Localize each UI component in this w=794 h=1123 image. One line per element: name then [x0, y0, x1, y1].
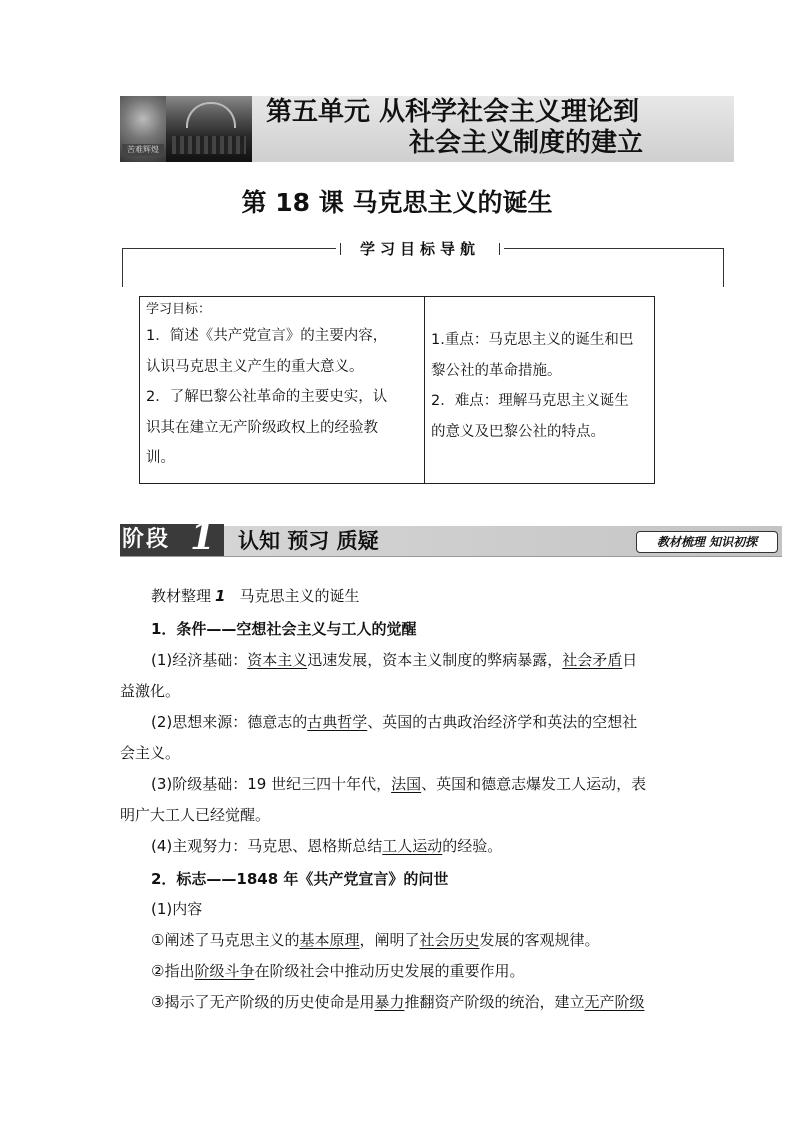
goals-left-line: 1．简述《共产党宣言》的主要内容，: [146, 328, 388, 344]
paragraph-2: [151, 712, 637, 732]
section-number: 1: [215, 587, 226, 605]
goals-right-line: 1.重点：马克思主义的诞生和巴: [431, 332, 634, 348]
goals-left-line: 认识马克思主义产生的重大意义。: [146, 358, 364, 375]
subheading-content: (1)内容: [151, 900, 203, 918]
section-title: 马克思主义的诞生: [239, 587, 360, 605]
paragraph-1: [151, 650, 637, 670]
paragraph-3-cont: 明广大工人已经觉醒。: [120, 806, 271, 824]
text: 的经验。: [442, 837, 503, 855]
goals-right-line: 的意义及巴黎公社的特点。: [431, 423, 605, 440]
goals-table: [139, 296, 655, 484]
paragraph-4: [151, 836, 502, 856]
text: 、英国和德意志爆发工人运动，表: [421, 775, 647, 793]
text: ②指出: [151, 962, 195, 980]
goals-left-line: 识其在建立无产阶级政权上的经验教: [146, 419, 378, 436]
text: 日: [622, 651, 638, 669]
paragraph-1-cont: 益激化。: [120, 682, 181, 700]
text: 迅速发展，资本主义制度的弊病暴露，: [307, 651, 563, 669]
text: ①阐述了马克思主义的: [151, 931, 300, 949]
book-cover-image: [120, 96, 166, 162]
goals-right-line: 黎公社的革命措施。: [431, 362, 562, 379]
paragraph-2-cont: 会主义。: [120, 744, 181, 762]
stage-label: 阶段: [122, 527, 171, 552]
text: (1)经济基础：: [151, 651, 248, 669]
underlined-term: 古典哲学: [307, 713, 368, 731]
underlined-term: 法国: [391, 775, 422, 793]
content-item-3: [151, 992, 645, 1012]
underlined-term: 资本主义: [247, 651, 308, 669]
goals-header: 学习目标：: [146, 302, 212, 317]
paragraph-3: [151, 774, 646, 794]
goals-right-line: 2．难点：理解马克思主义诞生: [431, 393, 629, 409]
content-item-2: [151, 961, 524, 981]
text: ③揭示了无产阶级的历史使命是用: [151, 993, 375, 1011]
text: ，阐明了: [359, 931, 420, 949]
heading-1: 1．条件——空想社会主义与工人的觉醒: [151, 620, 417, 638]
content-item-1: [151, 930, 600, 950]
goals-left-line: 训。: [146, 450, 175, 466]
stage-title: 认知 预习 质疑: [238, 528, 379, 553]
lesson-title: 第 18 课 马克思主义的诞生: [241, 188, 553, 217]
text: 发展的客观规律。: [479, 931, 600, 949]
text: 推翻资产阶级的统治，建立: [404, 993, 585, 1011]
nav-title: 学习目标导航: [336, 238, 504, 260]
underlined-term: 基本原理: [299, 931, 360, 949]
underlined-term: 无产阶级: [584, 993, 645, 1011]
section-prefix: 教材整理: [151, 587, 212, 605]
text: 、英国的古典政治经济学和英法的空想社: [367, 713, 638, 731]
text: (3)阶级基础：19 世纪三四十年代，: [151, 775, 392, 793]
text: (4)主观努力：马克思、恩格斯总结: [151, 837, 383, 855]
goals-divider: [424, 297, 425, 483]
unit-title-line1: 第五单元 从科学社会主义理论到: [266, 97, 640, 127]
book-cover-label: 苦难辉煌: [122, 144, 164, 156]
stage-number: 1: [190, 516, 216, 558]
unit-title: [266, 97, 726, 159]
goals-left-line: 2．了解巴黎公社革命的主要史实，认: [146, 389, 388, 405]
text: 在阶级社会中推动历史发展的重要作用。: [254, 962, 525, 980]
historical-photo-image: [166, 96, 252, 162]
text: (2)思想来源：德意志的: [151, 713, 308, 731]
goals-left-cell: [146, 297, 421, 483]
unit-title-line2: 社会主义制度的建立: [409, 128, 644, 158]
underlined-term: 工人运动: [382, 837, 443, 855]
underlined-term: 社会矛盾: [562, 651, 623, 669]
goals-right-cell: [431, 325, 653, 483]
heading-2: 2．标志——1848 年《共产党宣言》的问世: [151, 870, 449, 888]
stage-tag: 教材梳理 知识初探: [636, 531, 778, 553]
section-heading: [151, 586, 359, 606]
underlined-term: 社会历史: [419, 931, 480, 949]
underlined-term: 暴力: [374, 993, 405, 1011]
underlined-term: 阶级斗争: [194, 962, 255, 980]
